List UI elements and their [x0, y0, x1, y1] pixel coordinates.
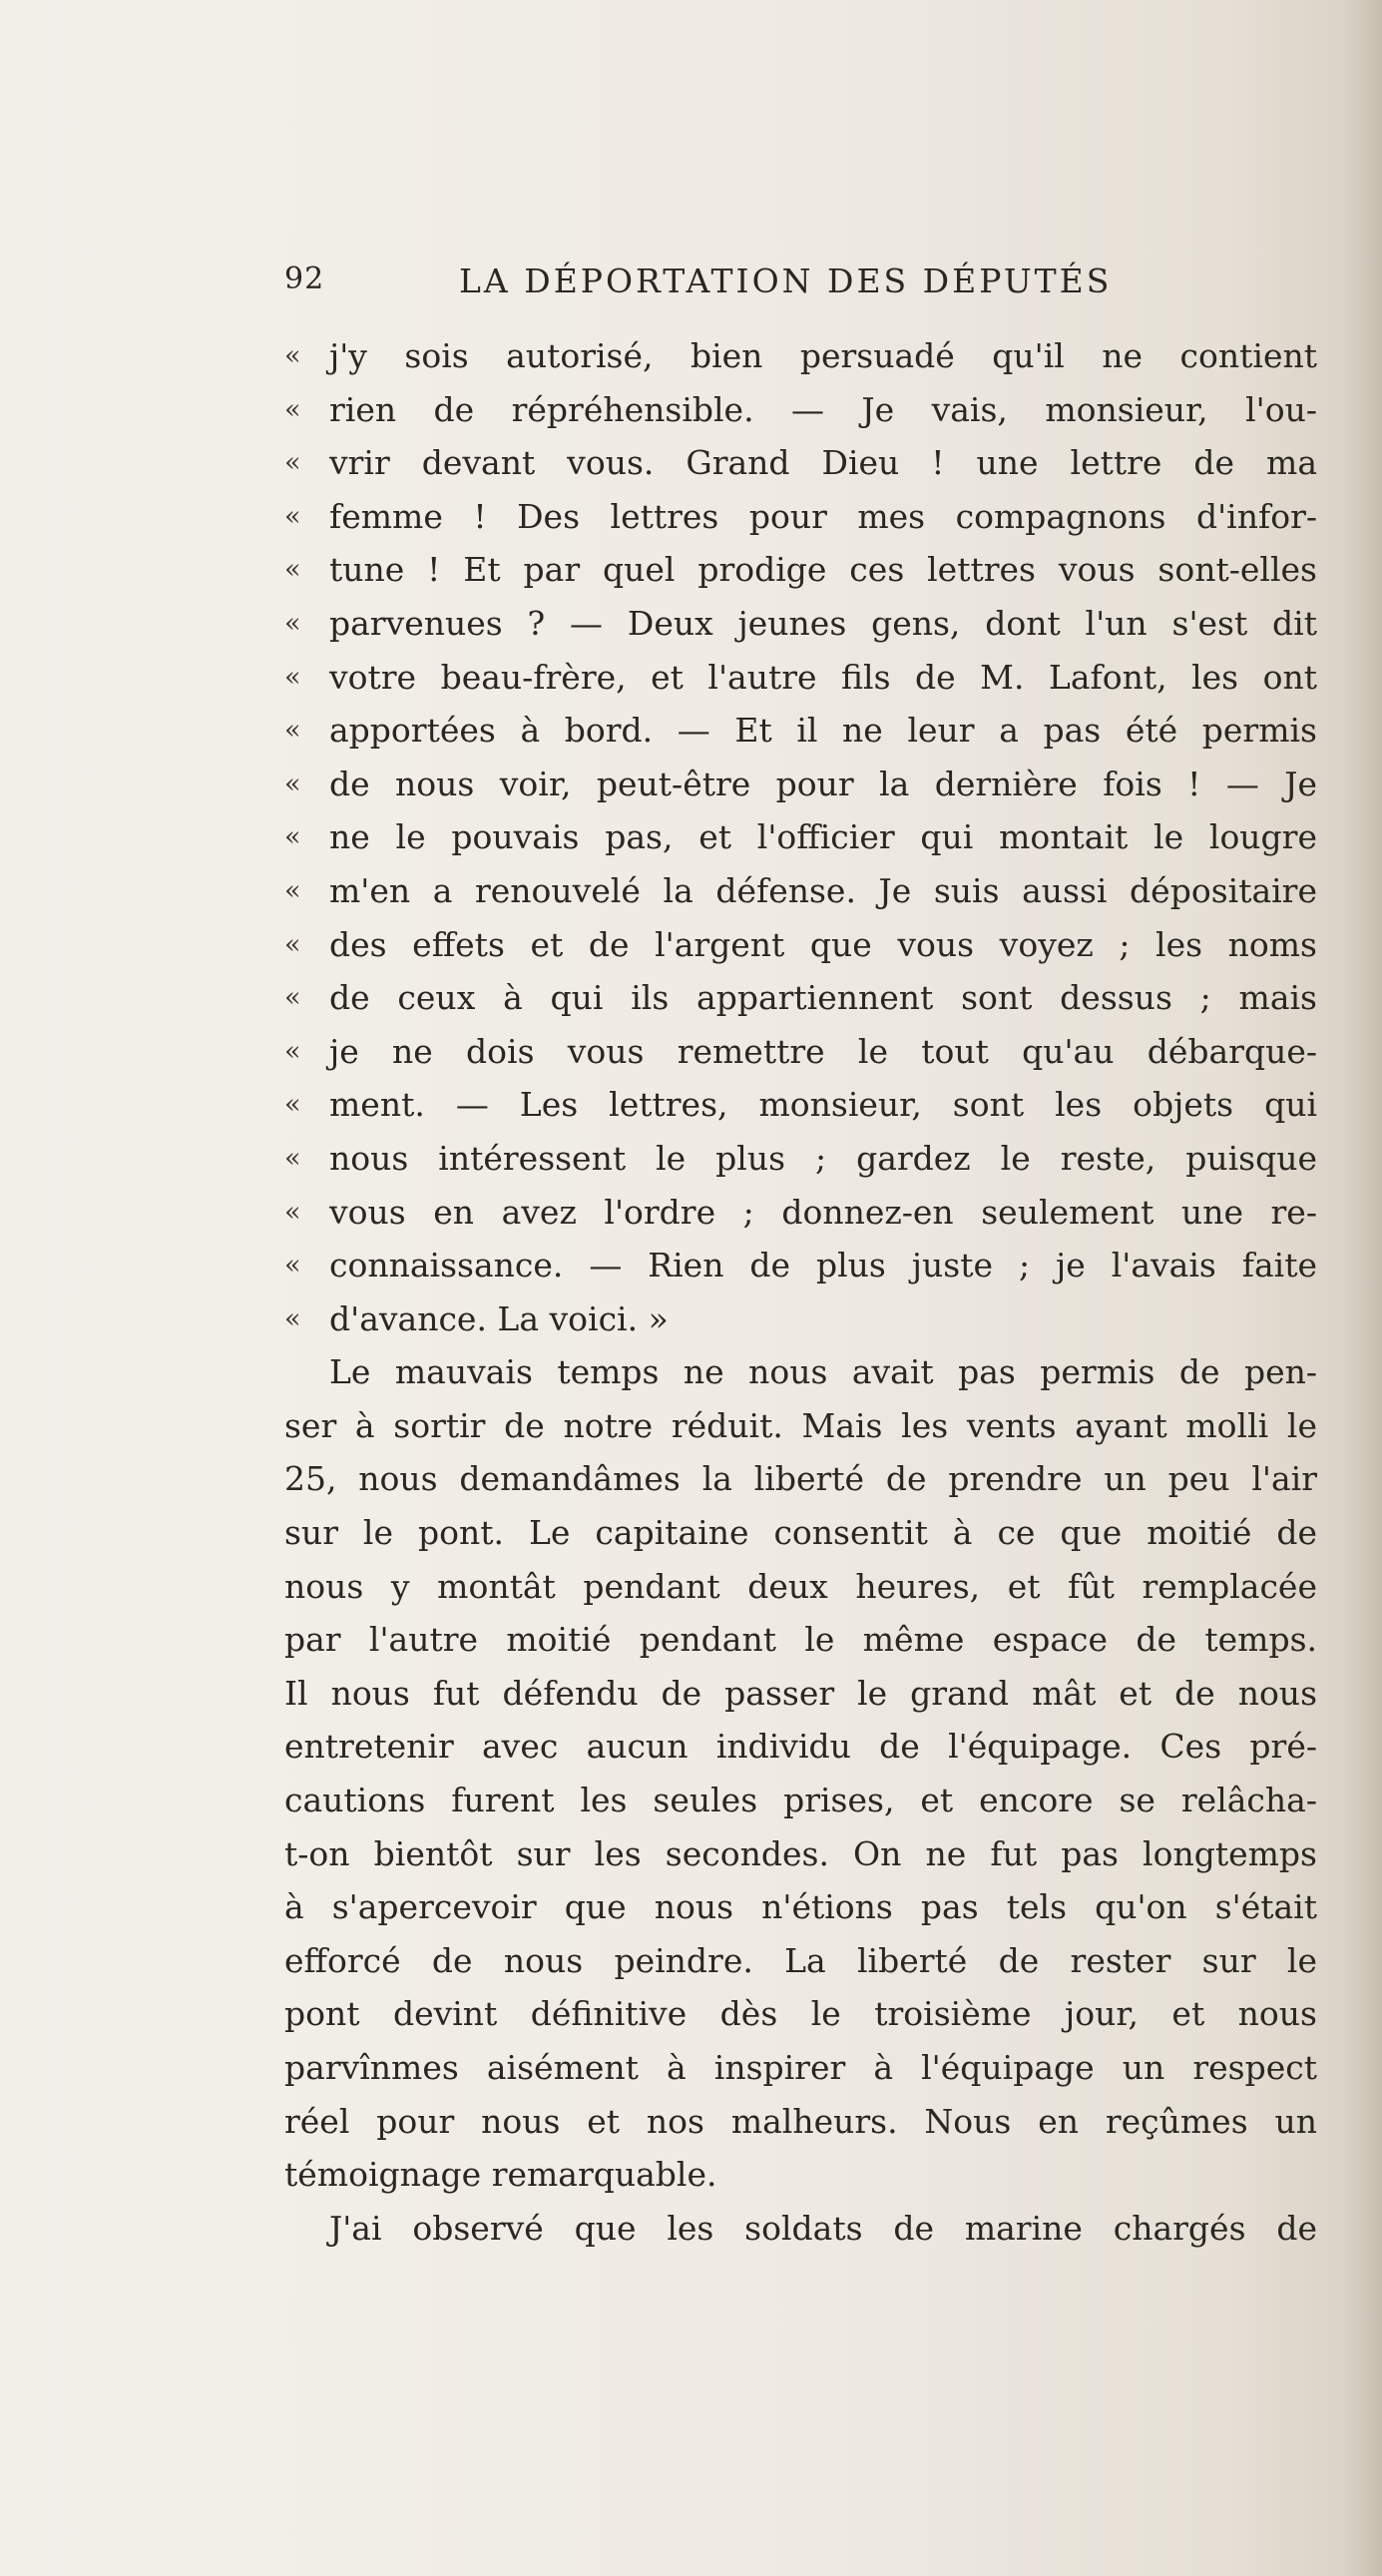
guillemet-mark: « — [284, 1035, 301, 1067]
page-header — [284, 261, 1322, 305]
line-text: vrir devant vous. Grand Dieu ! une lettre de ma — [329, 443, 1317, 483]
text-line — [284, 1506, 1317, 1560]
guillemet-mark: « — [284, 1250, 301, 1282]
text-line — [284, 329, 1317, 383]
guillemet-mark: « — [284, 715, 301, 747]
line-text: m'en a renouvelé la défense. Je suis aussi dépositaire — [329, 870, 1317, 910]
guillemet-mark: « — [284, 447, 301, 479]
line-text: d'avance. La voici. » — [329, 1298, 669, 1338]
text-line — [284, 651, 1317, 705]
line-text: femme ! Des lettres pour mes compagnons d'infor- — [329, 496, 1317, 536]
line-text: Il nous fut défendu de passer le grand mât et de nous — [284, 1673, 1317, 1713]
line-text: j'y sois autorisé, bien persuadé qu'il ne contient — [329, 336, 1317, 375]
line-text: cautions furent les seules prises, et encore se relâcha- — [284, 1781, 1317, 1820]
text-line — [284, 1292, 1317, 1346]
text-line — [284, 1827, 1317, 1881]
guillemet-mark: « — [284, 1089, 301, 1121]
line-text: pont devint définitive dès le troisième jour, et nous — [284, 1994, 1317, 2034]
line-text: t-on bientôt sur les secondes. On ne fut pas longtemps — [284, 1833, 1317, 1873]
text-line — [284, 597, 1317, 651]
line-text: J'ai observé que les soldats de marine chargés de — [329, 2208, 1317, 2248]
line-text: apportées à bord. — Et il ne leur a pas été permis — [329, 711, 1317, 751]
line-text: efforcé de nous peindre. La liberté de rester sur le — [284, 1940, 1317, 1980]
line-text: sur le pont. Le capitaine consentit à ce que moitié de — [284, 1513, 1317, 1553]
line-text: connaissance. — Rien de plus juste ; je l'avais faite — [329, 1246, 1317, 1286]
line-text: Le mauvais temps ne nous avait pas permis de pen- — [329, 1352, 1317, 1392]
page-edge-shadow — [1342, 0, 1382, 2576]
text-line — [284, 1399, 1317, 1453]
guillemet-mark: « — [284, 393, 301, 425]
guillemet-mark: « — [284, 340, 301, 371]
text-line — [284, 1774, 1317, 1827]
line-text: parvînmes aisément à inspirer à l'équipage un respect — [284, 2048, 1317, 2087]
line-text: ser à sortir de notre réduit. Mais les vents ayant molli le — [284, 1405, 1317, 1445]
text-line — [284, 704, 1317, 758]
line-text: nous y montât pendant deux heures, et fût remplacée — [284, 1566, 1317, 1606]
guillemet-mark: « — [284, 661, 301, 693]
text-line — [284, 1452, 1317, 1506]
line-text: ne le pouvais pas, et l'officier qui montait le lougre — [329, 817, 1317, 857]
guillemet-mark: « — [284, 1302, 301, 1334]
line-text: des effets et de l'argent que vous voyez ; les noms — [329, 924, 1317, 964]
guillemet-mark: « — [284, 1196, 301, 1228]
text-line — [284, 490, 1317, 544]
paragraph-first-line — [284, 1345, 1317, 1399]
text-line — [284, 971, 1317, 1025]
text-line — [284, 1720, 1317, 1774]
guillemet-mark: « — [284, 928, 301, 960]
line-text: ment. — Les lettres, monsieur, sont les objets qui — [329, 1085, 1317, 1125]
line-text: témoignage remarquable. — [284, 2155, 717, 2195]
text-line — [284, 383, 1317, 437]
guillemet-mark: « — [284, 554, 301, 586]
text-line — [284, 1934, 1317, 1988]
line-text: parvenues ? — Deux jeunes gens, dont l'un s'est dit — [329, 603, 1317, 643]
text-line — [284, 2095, 1317, 2149]
text-line — [284, 1667, 1317, 1721]
text-line — [284, 543, 1317, 597]
running-title: LA DÉPORTATION DES DÉPUTÉS — [459, 261, 1113, 300]
text-line — [284, 1025, 1317, 1079]
text-line — [284, 1132, 1317, 1186]
line-text: entretenir avec aucun individu de l'équipage. Ces pré- — [284, 1727, 1317, 1767]
guillemet-mark: « — [284, 607, 301, 639]
guillemet-mark: « — [284, 768, 301, 799]
paragraph-first-line — [284, 2202, 1317, 2256]
page-number: 92 — [284, 261, 325, 296]
text-line — [284, 1078, 1317, 1132]
line-text: réel pour nous et nos malheurs. Nous en reçûmes un — [284, 2101, 1317, 2141]
body-text — [284, 329, 1317, 2255]
guillemet-mark: « — [284, 1142, 301, 1174]
guillemet-mark: « — [284, 874, 301, 906]
text-line — [284, 2041, 1317, 2095]
line-text: rien de répréhensible. — Je vais, monsieur, l'ou- — [329, 389, 1317, 429]
text-line — [284, 1239, 1317, 1292]
line-text: de nous voir, peut-être pour la dernière fois ! — Je — [329, 764, 1317, 803]
text-line — [284, 436, 1317, 490]
text-line — [284, 810, 1317, 864]
text-line — [284, 1987, 1317, 2041]
line-text: à s'apercevoir que nous n'étions pas tels qu'on s'était — [284, 1887, 1317, 1927]
text-line — [284, 2148, 1317, 2202]
text-line — [284, 758, 1317, 811]
line-text: votre beau-frère, et l'autre fils de M. Lafont, les ont — [329, 657, 1317, 697]
text-line — [284, 1613, 1317, 1667]
text-line — [284, 918, 1317, 972]
line-text: tune ! Et par quel prodige ces lettres vous sont-elles — [329, 550, 1317, 590]
text-line — [284, 864, 1317, 918]
line-text: de ceux à qui ils appartiennent sont dessus ; mais — [329, 978, 1317, 1018]
line-text: vous en avez l'ordre ; donnez-en seulement une re- — [329, 1192, 1317, 1232]
text-line — [284, 1186, 1317, 1240]
guillemet-mark: « — [284, 982, 301, 1014]
line-text: 25, nous demandâmes la liberté de prendre un peu l'air — [284, 1459, 1317, 1499]
text-line — [284, 1560, 1317, 1614]
text-line — [284, 1880, 1317, 1934]
guillemet-mark: « — [284, 821, 301, 853]
line-text: nous intéressent le plus ; gardez le reste, puisque — [329, 1138, 1317, 1178]
line-text: par l'autre moitié pendant le même espace de temps. — [284, 1620, 1317, 1660]
line-text: je ne dois vous remettre le tout qu'au débarque- — [329, 1031, 1317, 1071]
guillemet-mark: « — [284, 500, 301, 532]
